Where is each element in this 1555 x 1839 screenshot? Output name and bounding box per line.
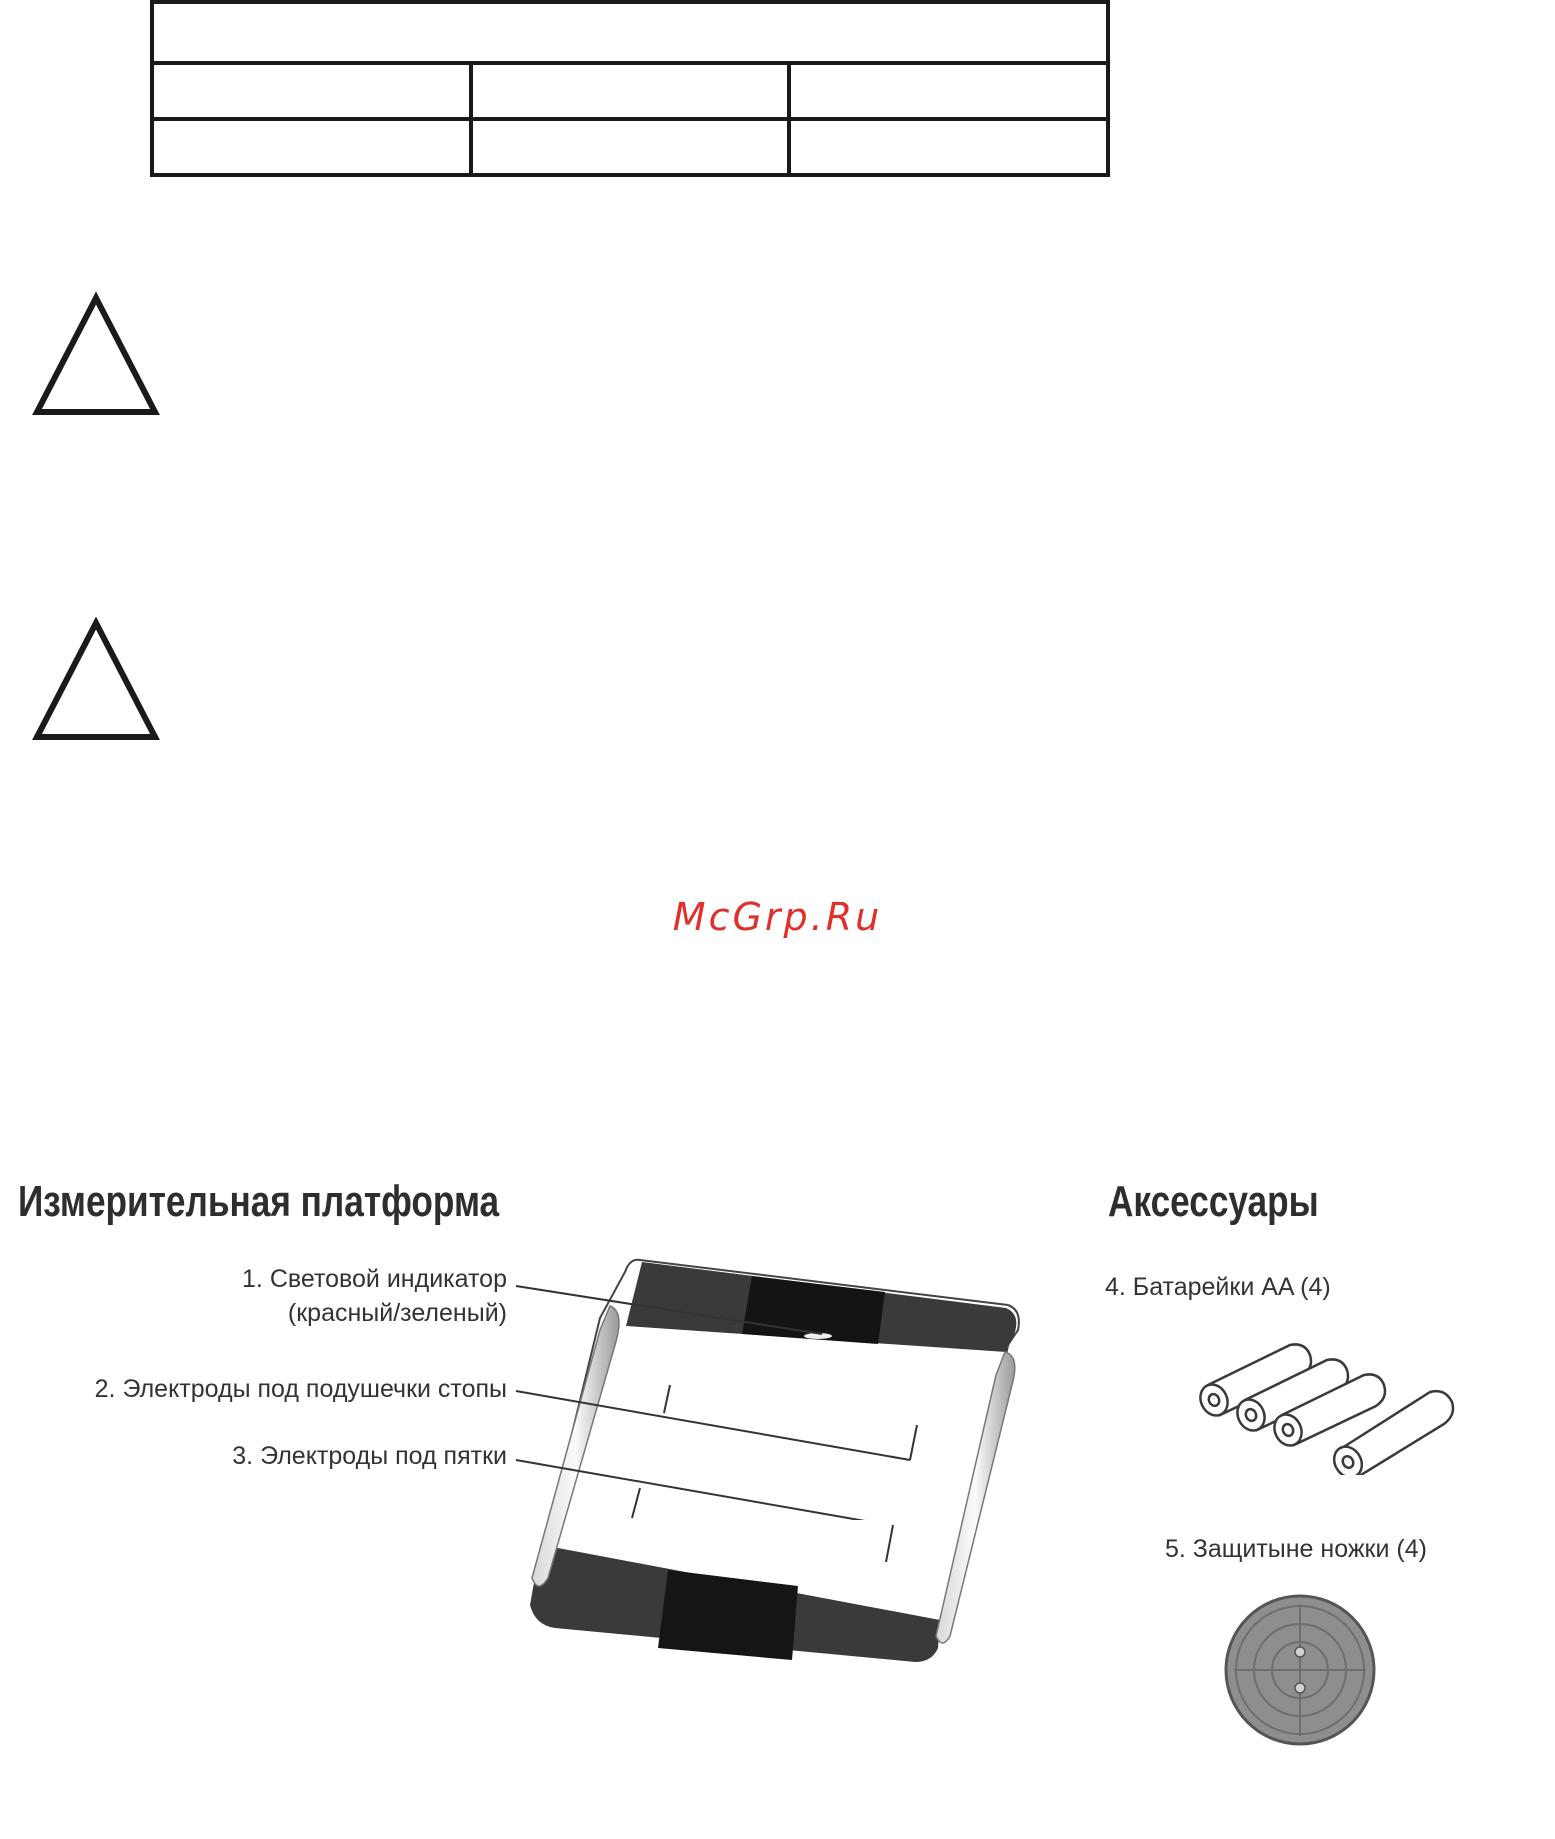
batteries-illustration bbox=[1185, 1335, 1465, 1475]
platform-title: Измерительная платформа bbox=[18, 1177, 500, 1226]
table-cell bbox=[789, 119, 1108, 175]
accessories-title: Аксессуары bbox=[1108, 1177, 1319, 1226]
table-cell bbox=[789, 63, 1108, 119]
watermark: McGrp.Ru bbox=[672, 895, 883, 939]
label-heel-electrodes: 3. Электроды под пятки bbox=[232, 1442, 507, 1470]
label-batteries: 4. Батарейки AA (4) bbox=[1105, 1273, 1331, 1301]
label-light-indicator-line2: (красный/зеленый) bbox=[287, 1299, 507, 1327]
label-ball-electrodes: 2. Электроды под подушечки стопы bbox=[94, 1375, 507, 1403]
table-cell bbox=[152, 119, 471, 175]
leader-lines bbox=[500, 1270, 960, 1520]
protective-foot-illustration bbox=[1220, 1590, 1380, 1750]
label-light-indicator-line1: 1. Световой индикатор bbox=[242, 1265, 507, 1293]
spec-table bbox=[150, 0, 1110, 177]
warning-triangle-icon bbox=[30, 292, 162, 418]
table-cell bbox=[471, 63, 790, 119]
table-cell bbox=[471, 119, 790, 175]
table-header-cell bbox=[152, 2, 1108, 63]
label-light-indicator bbox=[242, 1262, 507, 1330]
warning-triangle-icon bbox=[30, 617, 162, 743]
label-protective-feet: 5. Защитыне ножки (4) bbox=[1165, 1535, 1427, 1563]
table-cell bbox=[152, 63, 471, 119]
